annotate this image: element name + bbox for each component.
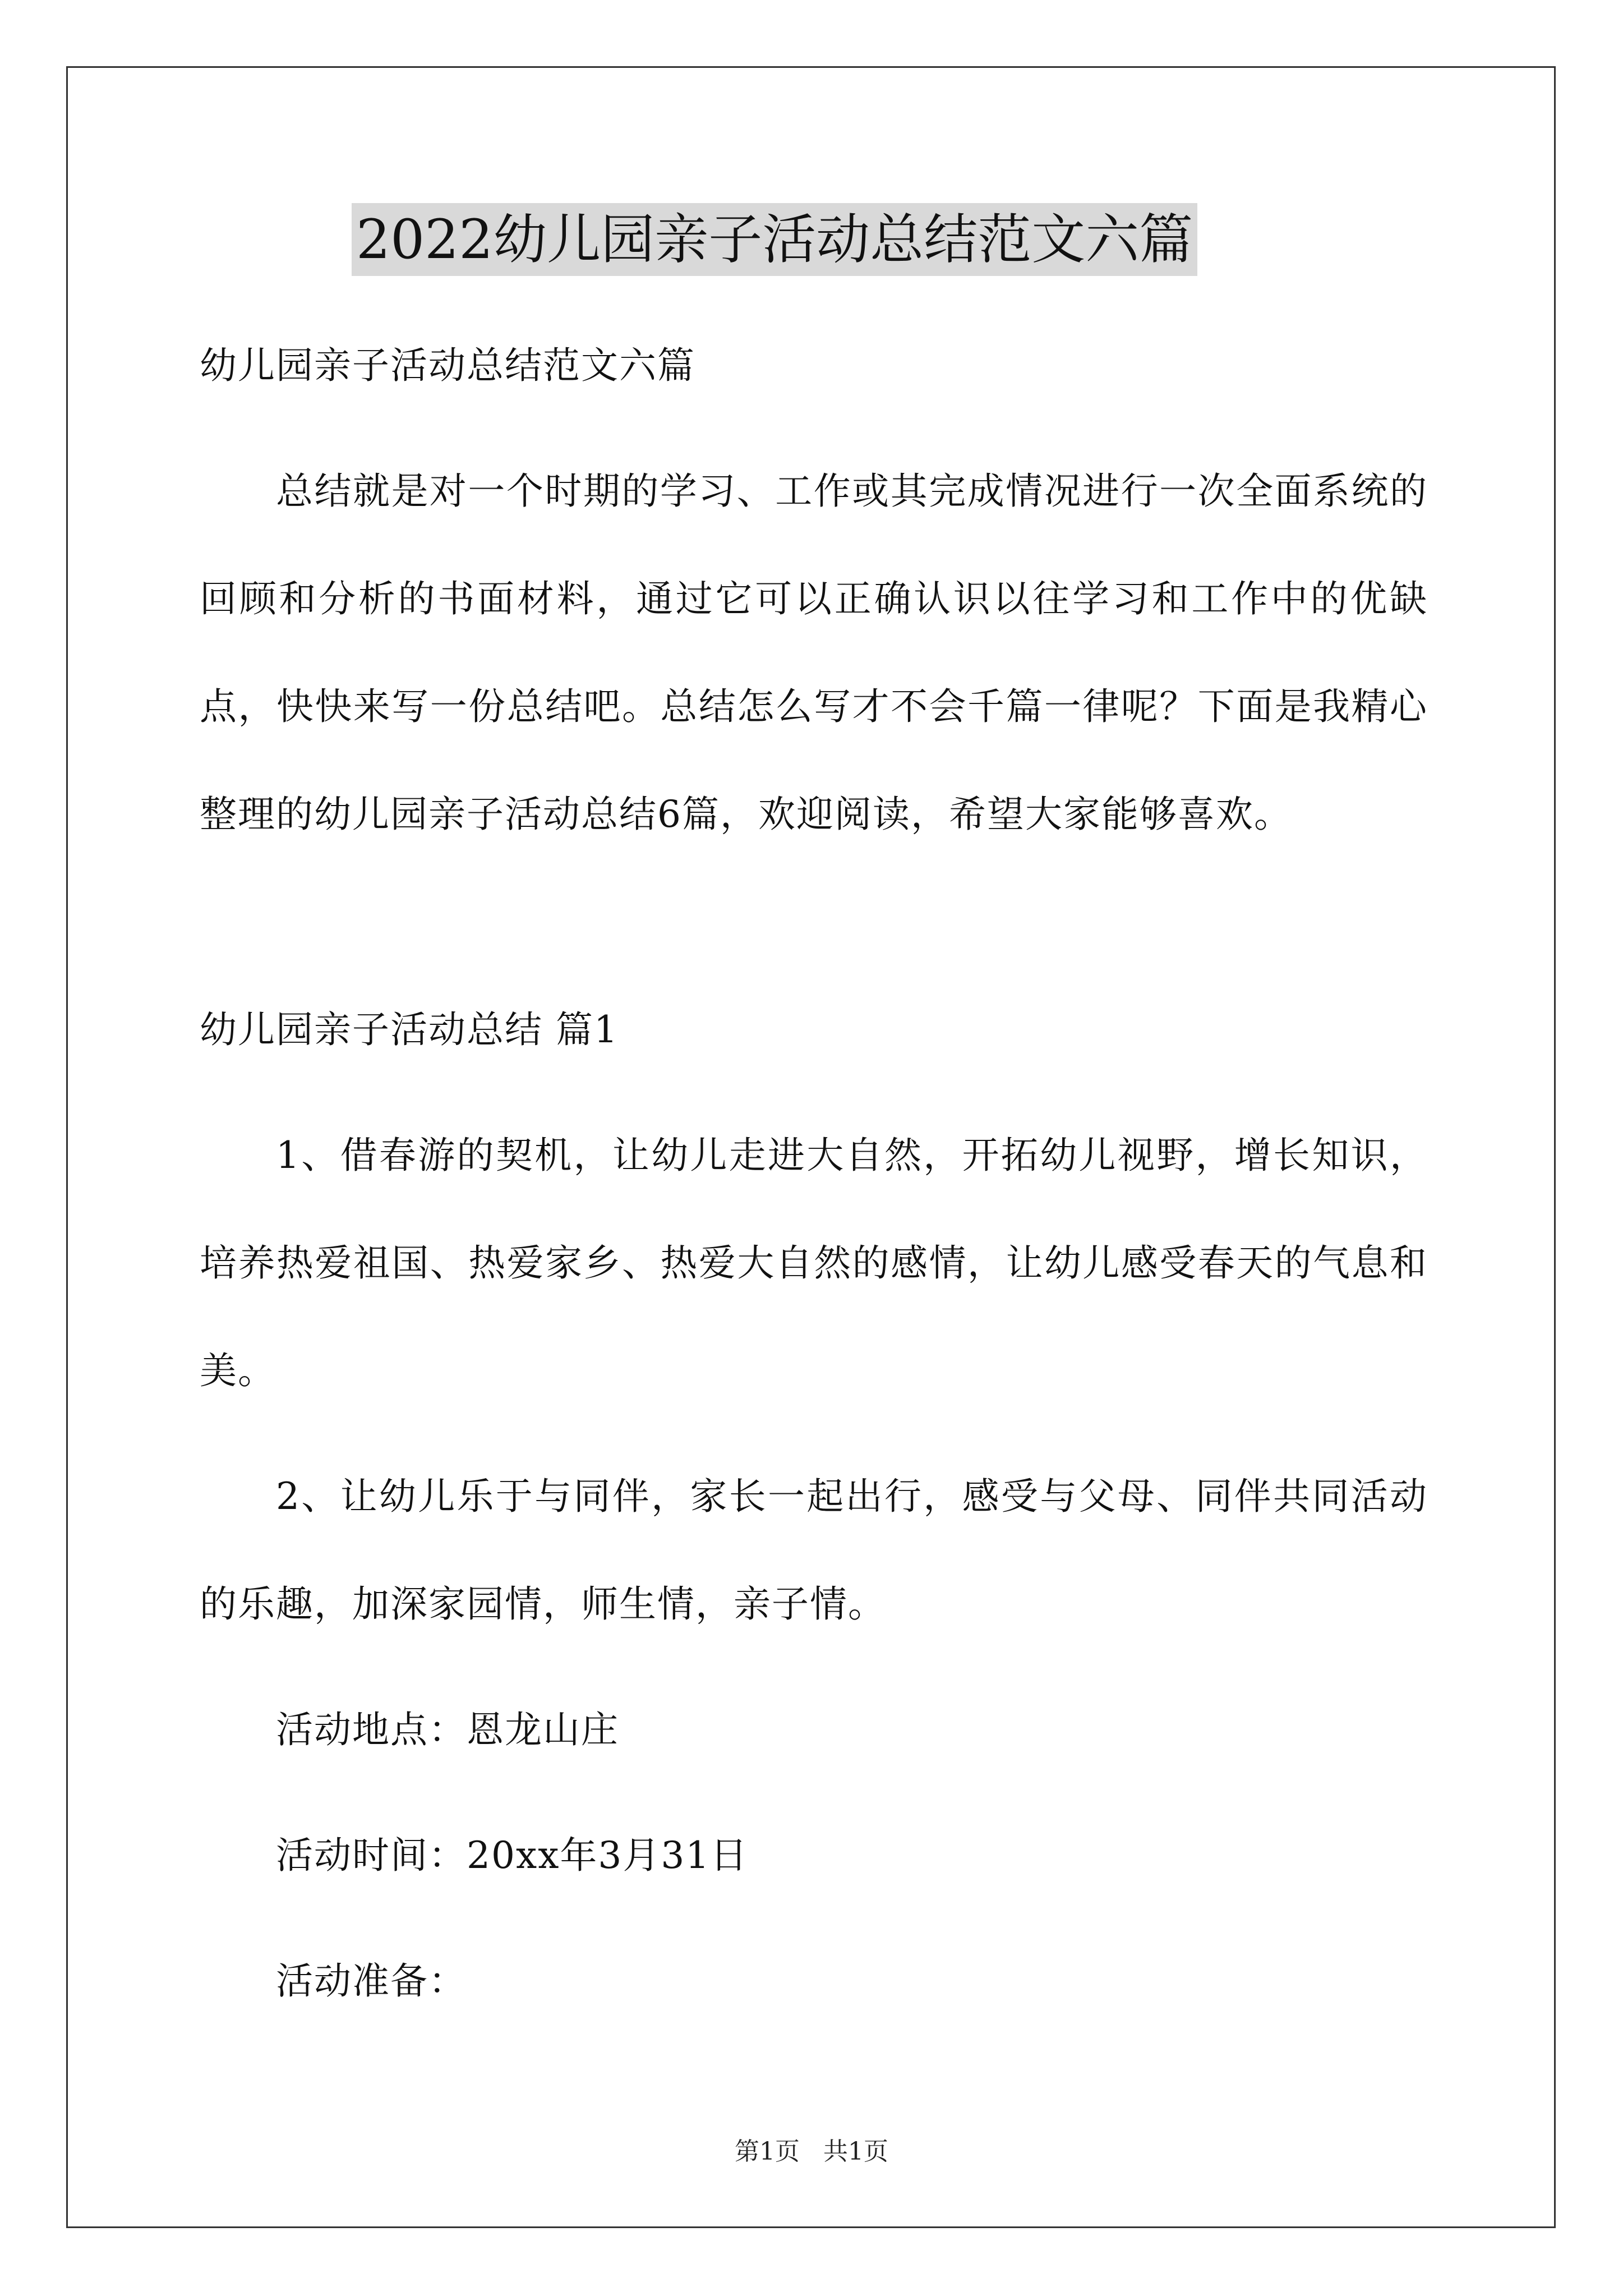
- page-footer: 第1页 共1页: [735, 2137, 888, 2166]
- goal-paragraph-1: 1、借春游的契机，让幼儿走进大自然，开拓幼儿视野，增长知识，培养热爱祖国、热爱家乡、热爱大自然的感情，让幼儿感受春天的气息和美。: [200, 1134, 1428, 1392]
- section-heading: 幼儿园亲子活动总结 篇1: [200, 1008, 619, 1051]
- activity-time: 活动时间：20xx年3月31日: [276, 1834, 749, 1877]
- document-subtitle: 幼儿园亲子活动总结范文六篇: [200, 344, 695, 387]
- section-spacer: [200, 886, 1428, 976]
- activity-preparation: 活动准备：: [276, 1959, 467, 2003]
- document-body: [200, 312, 1428, 2053]
- intro-paragraph: 总结就是对一个时期的学习、工作或其完成情况进行一次全面系统的回顾和分析的书面材料，通过它可以正确认识以往学习和工作中的优缺点，快快来写一份总结吧。总结怎么写才不会千篇一律呢？下面是我精心整理的幼儿园亲子活动总结6篇，欢迎阅读，希望大家能够喜欢。: [200, 470, 1428, 836]
- activity-location: 活动地点：恩龙山庄: [276, 1708, 619, 1751]
- document-title: 2022幼儿园亲子活动总结范文六篇: [352, 203, 1197, 276]
- goal-paragraph-2: 2、让幼儿乐于与同伴，家长一起出行，感受与父母、同伴共同活动的乐趣，加深家园情，师生情，亲子情。: [200, 1475, 1428, 1626]
